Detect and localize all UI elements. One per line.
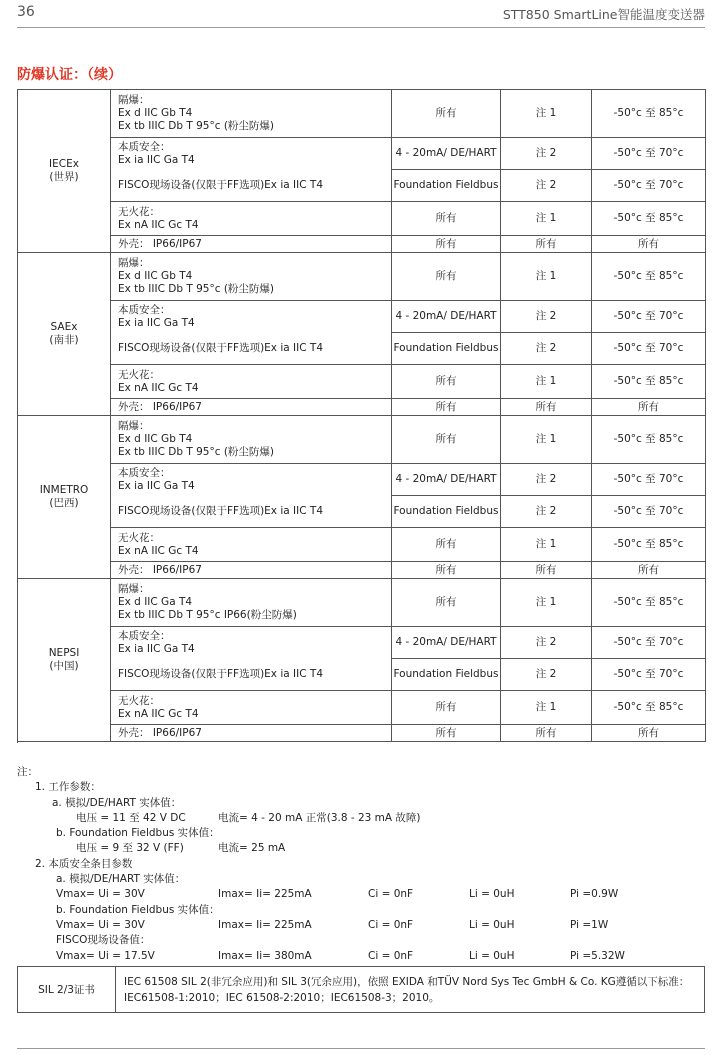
flameproof-cell (111, 579, 392, 627)
note-2c-title: FISCO现场设备值： (56, 934, 151, 947)
table-row (18, 627, 706, 659)
region-cell (18, 90, 111, 253)
fisco-cell: FISCO现场设备(仅限于FF选项)Ex ia IIC T4 (111, 333, 392, 365)
intrinsic-safety-cell (111, 301, 392, 333)
temperature-cell: 所有 (592, 236, 706, 253)
intrinsic-safety-cell (111, 627, 392, 659)
fisco-cell: FISCO现场设备(仅限于FF选项)Ex ia IIC T4 (111, 170, 392, 202)
note-cell: 所有 (501, 562, 592, 579)
enclosure-cell: 外壳： IP66/IP67 (111, 399, 392, 416)
non-sparking-cell (111, 365, 392, 399)
table-row (18, 301, 706, 333)
temperature-cell: -50°c 至 85°c (592, 202, 706, 236)
note-cell: 注 2 (501, 496, 592, 528)
flameproof-cell (111, 253, 392, 301)
flameproof-marking: Ex d IIC Ga T4 (118, 596, 193, 608)
sil-line-2: IEC61508-1:2010；IEC 61508-2:2010；IEC61508-3；2010。 (124, 991, 440, 1004)
note-2b-li: Li = 0uH (469, 918, 515, 931)
signal-cell: 所有 (392, 579, 501, 627)
note-2a-pi: Pi =0.9W (570, 888, 619, 901)
dust-marking: Ex tb IIIC Db T 95°c IP66(粉尘防爆) (118, 609, 297, 621)
note-2a-li: Li = 0uH (469, 888, 515, 901)
region-cell (18, 253, 111, 416)
intrinsic-label: 本质安全： (118, 303, 171, 316)
note-cell: 注 2 (501, 301, 592, 333)
region-name: SAEx (50, 321, 78, 333)
table-row (18, 138, 706, 170)
temperature-cell: -50°c 至 70°c (592, 170, 706, 202)
note-2c-ci: Ci = 0nF (368, 949, 414, 962)
temperature-cell: -50°c 至 70°c (592, 464, 706, 496)
fisco-cell: FISCO现场设备(仅限于FF选项)Ex ia IIC T4 (111, 659, 392, 691)
table-row (18, 464, 706, 496)
temperature-cell: -50°c 至 85°c (592, 528, 706, 562)
note-1a-voltage: 电压 = 11 至 42 V DC (76, 811, 186, 824)
region-country: (世界) (49, 171, 79, 183)
non-sparking-marking: Ex nA IIC Gc T4 (118, 544, 199, 557)
table-row (18, 416, 706, 464)
intrinsic-marking: Ex ia IIC Ga T4 (118, 479, 195, 492)
note-cell: 注 2 (501, 464, 592, 496)
signal-cell: 所有 (392, 365, 501, 399)
non-sparking-cell (111, 528, 392, 562)
signal-cell: 4 - 20mA/ DE/HART (392, 627, 501, 659)
note-2c-pi: Pi =5.32W (570, 949, 625, 962)
flameproof-label: 隔爆： (118, 257, 150, 269)
note-cell: 注 2 (501, 627, 592, 659)
sil-certificate-table (17, 966, 705, 1013)
temperature-cell: -50°c 至 85°c (592, 365, 706, 399)
table-row (18, 399, 706, 416)
flameproof-marking: Ex d IIC Gb T4 (118, 107, 193, 119)
flameproof-cell (111, 90, 392, 138)
note-cell: 注 2 (501, 170, 592, 202)
flameproof-marking: Ex d IIC Gb T4 (118, 270, 193, 282)
note-2c-imax: Imax= Ii= 380mA (218, 949, 312, 962)
note-cell: 所有 (501, 399, 592, 416)
sil-line-1: IEC 61508 SIL 2(非冗余应用)和 SIL 3(冗余应用)，依照 EXIDA 和TÜV Nord Sys Tec GmbH & Co. KG遵循以下标准： (124, 975, 690, 988)
table-row (18, 236, 706, 253)
region-cell (18, 579, 111, 742)
non-sparking-marking: Ex nA IIC Gc T4 (118, 218, 199, 231)
note-cell: 注 1 (501, 416, 592, 464)
temperature-cell: -50°c 至 85°c (592, 253, 706, 301)
signal-cell: 所有 (392, 725, 501, 742)
note-cell: 注 1 (501, 90, 592, 138)
table-row (18, 528, 706, 562)
note-cell: 注 1 (501, 365, 592, 399)
note-1a-title: a. 模拟/DE/HART 实体值： (52, 796, 182, 809)
signal-cell: Foundation Fieldbus (392, 659, 501, 691)
dust-marking: Ex tb IIIC Db T 95°c (粉尘防爆) (118, 283, 275, 295)
note-2b-pi: Pi =1W (570, 918, 609, 931)
table-row (18, 725, 706, 742)
signal-cell: 所有 (392, 236, 501, 253)
temperature-cell: -50°c 至 85°c (592, 416, 706, 464)
notes-heading: 注： (17, 766, 38, 778)
flameproof-label: 隔爆： (118, 583, 150, 595)
certification-table (17, 89, 706, 742)
temperature-cell: 所有 (592, 399, 706, 416)
intrinsic-marking: Ex ia IIC Ga T4 (118, 316, 195, 329)
temperature-cell: 所有 (592, 725, 706, 742)
note-cell: 注 1 (501, 579, 592, 627)
note-2a-ci: Ci = 0nF (368, 888, 414, 901)
enclosure-cell: 外壳： IP66/IP67 (111, 725, 392, 742)
table-row (18, 170, 706, 202)
note-cell: 注 2 (501, 138, 592, 170)
note-2b-imax: Imax= Ii= 225mA (218, 918, 312, 931)
table-row (18, 496, 706, 528)
temperature-cell: -50°c 至 70°c (592, 301, 706, 333)
signal-cell: 所有 (392, 202, 501, 236)
intrinsic-safety-cell (111, 464, 392, 496)
non-sparking-marking: Ex nA IIC Gc T4 (118, 381, 199, 394)
note-2a-title: a. 模拟/DE/HART 实体值： (56, 873, 186, 886)
region-name: INMETRO (39, 484, 89, 496)
note-2b-vmax: Vmax= Ui = 30V (56, 918, 145, 931)
signal-cell: 所有 (392, 90, 501, 138)
flameproof-cell (111, 416, 392, 464)
notes-section (17, 765, 705, 964)
note-1-title: 1. 工作参数： (35, 781, 101, 794)
note-cell: 所有 (501, 236, 592, 253)
region-country: (南非) (49, 334, 79, 346)
document-title: STT850 SmartLine智能温度变送器 (502, 7, 705, 22)
note-cell: 注 1 (501, 691, 592, 725)
fisco-cell: FISCO现场设备(仅限于FF选项)Ex ia IIC T4 (111, 496, 392, 528)
table-row (18, 691, 706, 725)
intrinsic-marking: Ex ia IIC Ga T4 (118, 642, 195, 655)
temperature-cell: -50°c 至 70°c (592, 627, 706, 659)
temperature-cell: -50°c 至 85°c (592, 691, 706, 725)
dust-marking: Ex tb IIIC Db T 95°c (粉尘防爆) (118, 120, 275, 132)
table-row (18, 253, 706, 301)
note-2-title: 2. 本质安全条目参数 (35, 857, 133, 870)
table-row (18, 579, 706, 627)
section-title: 防爆认证：（续） (17, 67, 122, 83)
non-sparking-label: 无火花： (118, 531, 160, 544)
region-name: NEPSI (48, 647, 80, 659)
table-row (18, 333, 706, 365)
non-sparking-label: 无火花： (118, 205, 160, 218)
non-sparking-marking: Ex nA IIC Gc T4 (118, 707, 199, 720)
temperature-cell: -50°c 至 70°c (592, 333, 706, 365)
sil-label: SIL 2/3证书 (18, 967, 116, 1013)
flameproof-label: 隔爆： (118, 420, 150, 432)
temperature-cell: 所有 (592, 562, 706, 579)
signal-cell: 所有 (392, 253, 501, 301)
temperature-cell: -50°c 至 70°c (592, 659, 706, 691)
signal-cell: 4 - 20mA/ DE/HART (392, 138, 501, 170)
region-cell (18, 416, 111, 579)
note-1b-current: 电流= 25 mA (218, 842, 286, 855)
note-cell: 所有 (501, 725, 592, 742)
intrinsic-label: 本质安全： (118, 140, 171, 153)
intrinsic-safety-cell (111, 138, 392, 170)
sil-description (116, 967, 705, 1013)
region-country: (中国) (49, 660, 79, 672)
non-sparking-label: 无火花： (118, 694, 160, 707)
note-2c-vmax: Vmax= Ui = 17.5V (56, 949, 155, 962)
note-cell: 注 1 (501, 528, 592, 562)
note-cell: 注 1 (501, 253, 592, 301)
note-cell: 注 1 (501, 202, 592, 236)
note-2a-imax: Imax= Ii= 225mA (218, 888, 312, 901)
table-row (18, 562, 706, 579)
signal-cell: 所有 (392, 416, 501, 464)
signal-cell: 4 - 20mA/ DE/HART (392, 464, 501, 496)
enclosure-cell: 外壳： IP66/IP67 (111, 562, 392, 579)
non-sparking-cell (111, 691, 392, 725)
note-1a-current: 电流= 4 - 20 mA 正常(3.8 - 23 mA 故障) (218, 811, 421, 824)
signal-cell: 所有 (392, 528, 501, 562)
non-sparking-label: 无火花： (118, 368, 160, 381)
intrinsic-marking: Ex ia IIC Ga T4 (118, 153, 195, 166)
table-row (18, 202, 706, 236)
region-country: (巴西) (49, 497, 79, 509)
signal-cell: 所有 (392, 399, 501, 416)
note-2b-ci: Ci = 0nF (368, 918, 414, 931)
signal-cell: 4 - 20mA/ DE/HART (392, 301, 501, 333)
note-2c-li: Li = 0uH (469, 949, 515, 962)
note-2b-title: b. Foundation Fieldbus 实体值： (56, 903, 220, 916)
signal-cell: Foundation Fieldbus (392, 170, 501, 202)
signal-cell: 所有 (392, 562, 501, 579)
page-number: 36 (17, 4, 35, 20)
table-row (18, 659, 706, 691)
intrinsic-label: 本质安全： (118, 629, 171, 642)
table-row (18, 90, 706, 138)
enclosure-cell: 外壳： IP66/IP67 (111, 236, 392, 253)
note-cell: 注 2 (501, 659, 592, 691)
footer-divider (17, 1048, 705, 1049)
header-divider (17, 27, 705, 28)
non-sparking-cell (111, 202, 392, 236)
signal-cell: Foundation Fieldbus (392, 496, 501, 528)
temperature-cell: -50°c 至 70°c (592, 138, 706, 170)
flameproof-label: 隔爆： (118, 94, 150, 106)
temperature-cell: -50°c 至 85°c (592, 579, 706, 627)
temperature-cell: -50°c 至 70°c (592, 496, 706, 528)
dust-marking: Ex tb IIIC Db T 95°c (粉尘防爆) (118, 446, 275, 458)
flameproof-marking: Ex d IIC Gb T4 (118, 433, 193, 445)
note-cell: 注 2 (501, 333, 592, 365)
note-1b-voltage: 电压 = 9 至 32 V (FF) (76, 842, 184, 855)
note-1b-title: b. Foundation Fieldbus 实体值： (56, 827, 220, 840)
region-name: IECEx (49, 158, 79, 170)
intrinsic-label: 本质安全： (118, 466, 171, 479)
signal-cell: Foundation Fieldbus (392, 333, 501, 365)
table-row (18, 365, 706, 399)
note-2a-vmax: Vmax= Ui = 30V (56, 888, 145, 901)
temperature-cell: -50°c 至 85°c (592, 90, 706, 138)
signal-cell: 所有 (392, 691, 501, 725)
